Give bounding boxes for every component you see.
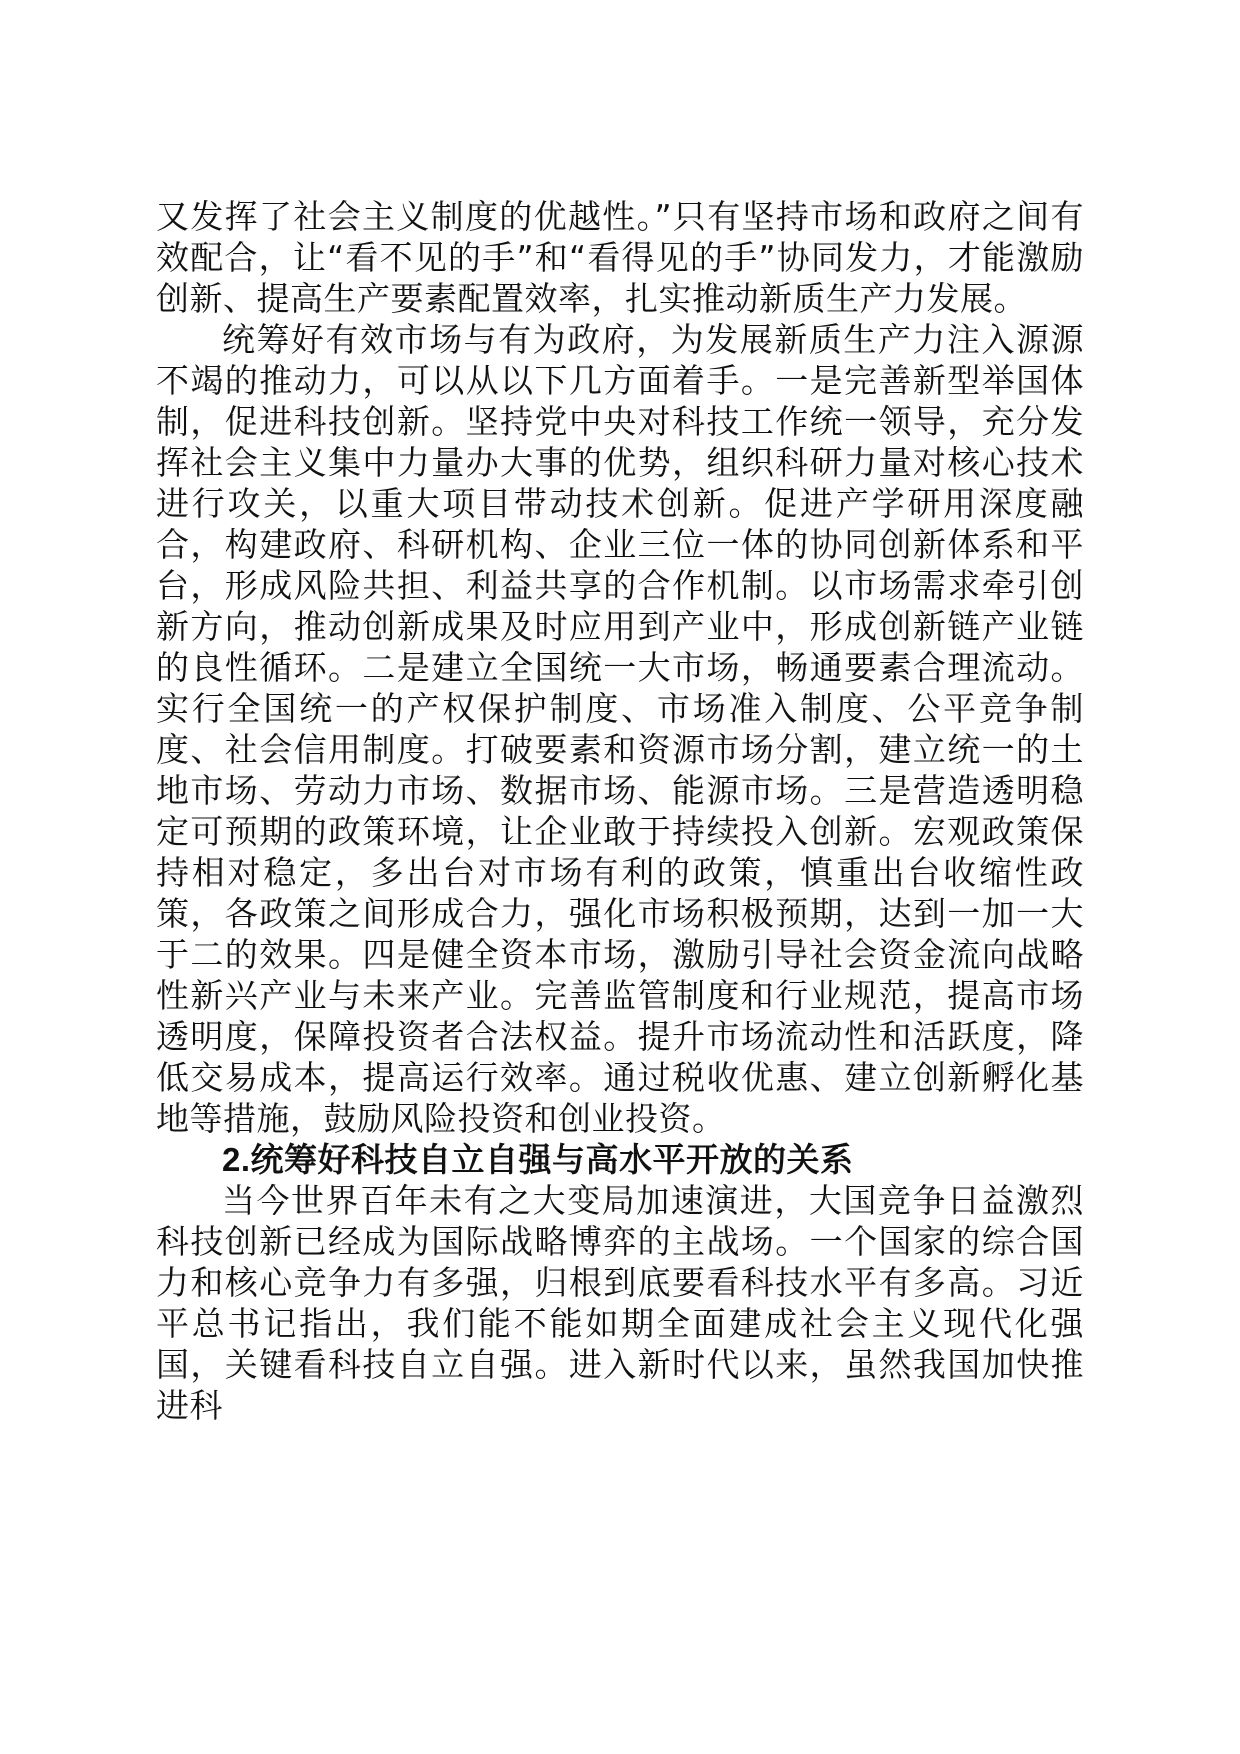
paragraph-tech-self-reliance: 当今世界百年未有之大变局加速演进，大国竞争日益激烈科技创新已经成为国际战略博弈的主战场。一个国家的综合国力和核心竞争力有多强，归根到底要看科技水平有多高。习近平总书记指出，我们能不能如期全面建成社会主义现代化强国，关键看科技自立自强。进入新时代以来，虽然我国加快推进科: [156, 1181, 1084, 1425]
section-heading: 2.统筹好科技自立自强与高水平开放的关系: [222, 1141, 854, 1178]
paragraph-market-government: 统筹好有效市场与有为政府，为发展新质生产力注入源源不竭的推动力，可以从以下几方面着手。一是完善新型举国体制，促进科技创新。坚持党中央对科技工作统一领导，充分发挥社会主义集中力量办大事的优势，组织科研力量对核心技术进行攻关，以重大项目带动技术创新。促进产学研用深度融合，构建政府、科研机构、企业三位一体的协同创新体系和平台，形成风险共担、利益共享的合作机制。以市场需求牵引创新方向，推动创新成果及时应用到产业中，形成创新链产业链的良性循环。二是建立全国统一大市场，畅通要素合理流动。实行全国统一的产权保护制度、市场准入制度、公平竞争制度、社会信用制度。打破要素和资源市场分割，建立统一的土地市场、劳动力市场、数据市场、能源市场。三是营造透明稳定可预期的政策环境，让企业敢于持续投入创新。宏观政策保持相对稳定，多出台对市场有利的政策，慎重出台收缩性政策，各政策之间形成合力，强化市场积极预期，达到一加一大于二的效果。四是健全资本市场，激励引导社会资金流向战略性新兴产业与未来产业。完善监管制度和行业规范，提高市场透明度，保障投资者合法权益。提升市场流动性和活跃度，降低交易成本，提高运行效率。通过税收优惠、建立创新孵化基地等措施，鼓励风险投资和创业投资。: [156, 320, 1084, 1138]
paragraph-continuation: 又发挥了社会主义制度的优越性。”只有坚持市场和政府之间有效配合，让“看不见的手”和“看得见的手”协同发力，才能激励创新、提高生产要素配置效率，扎实推动新质生产力发展。: [156, 197, 1084, 318]
document-body: [156, 196, 1084, 1426]
